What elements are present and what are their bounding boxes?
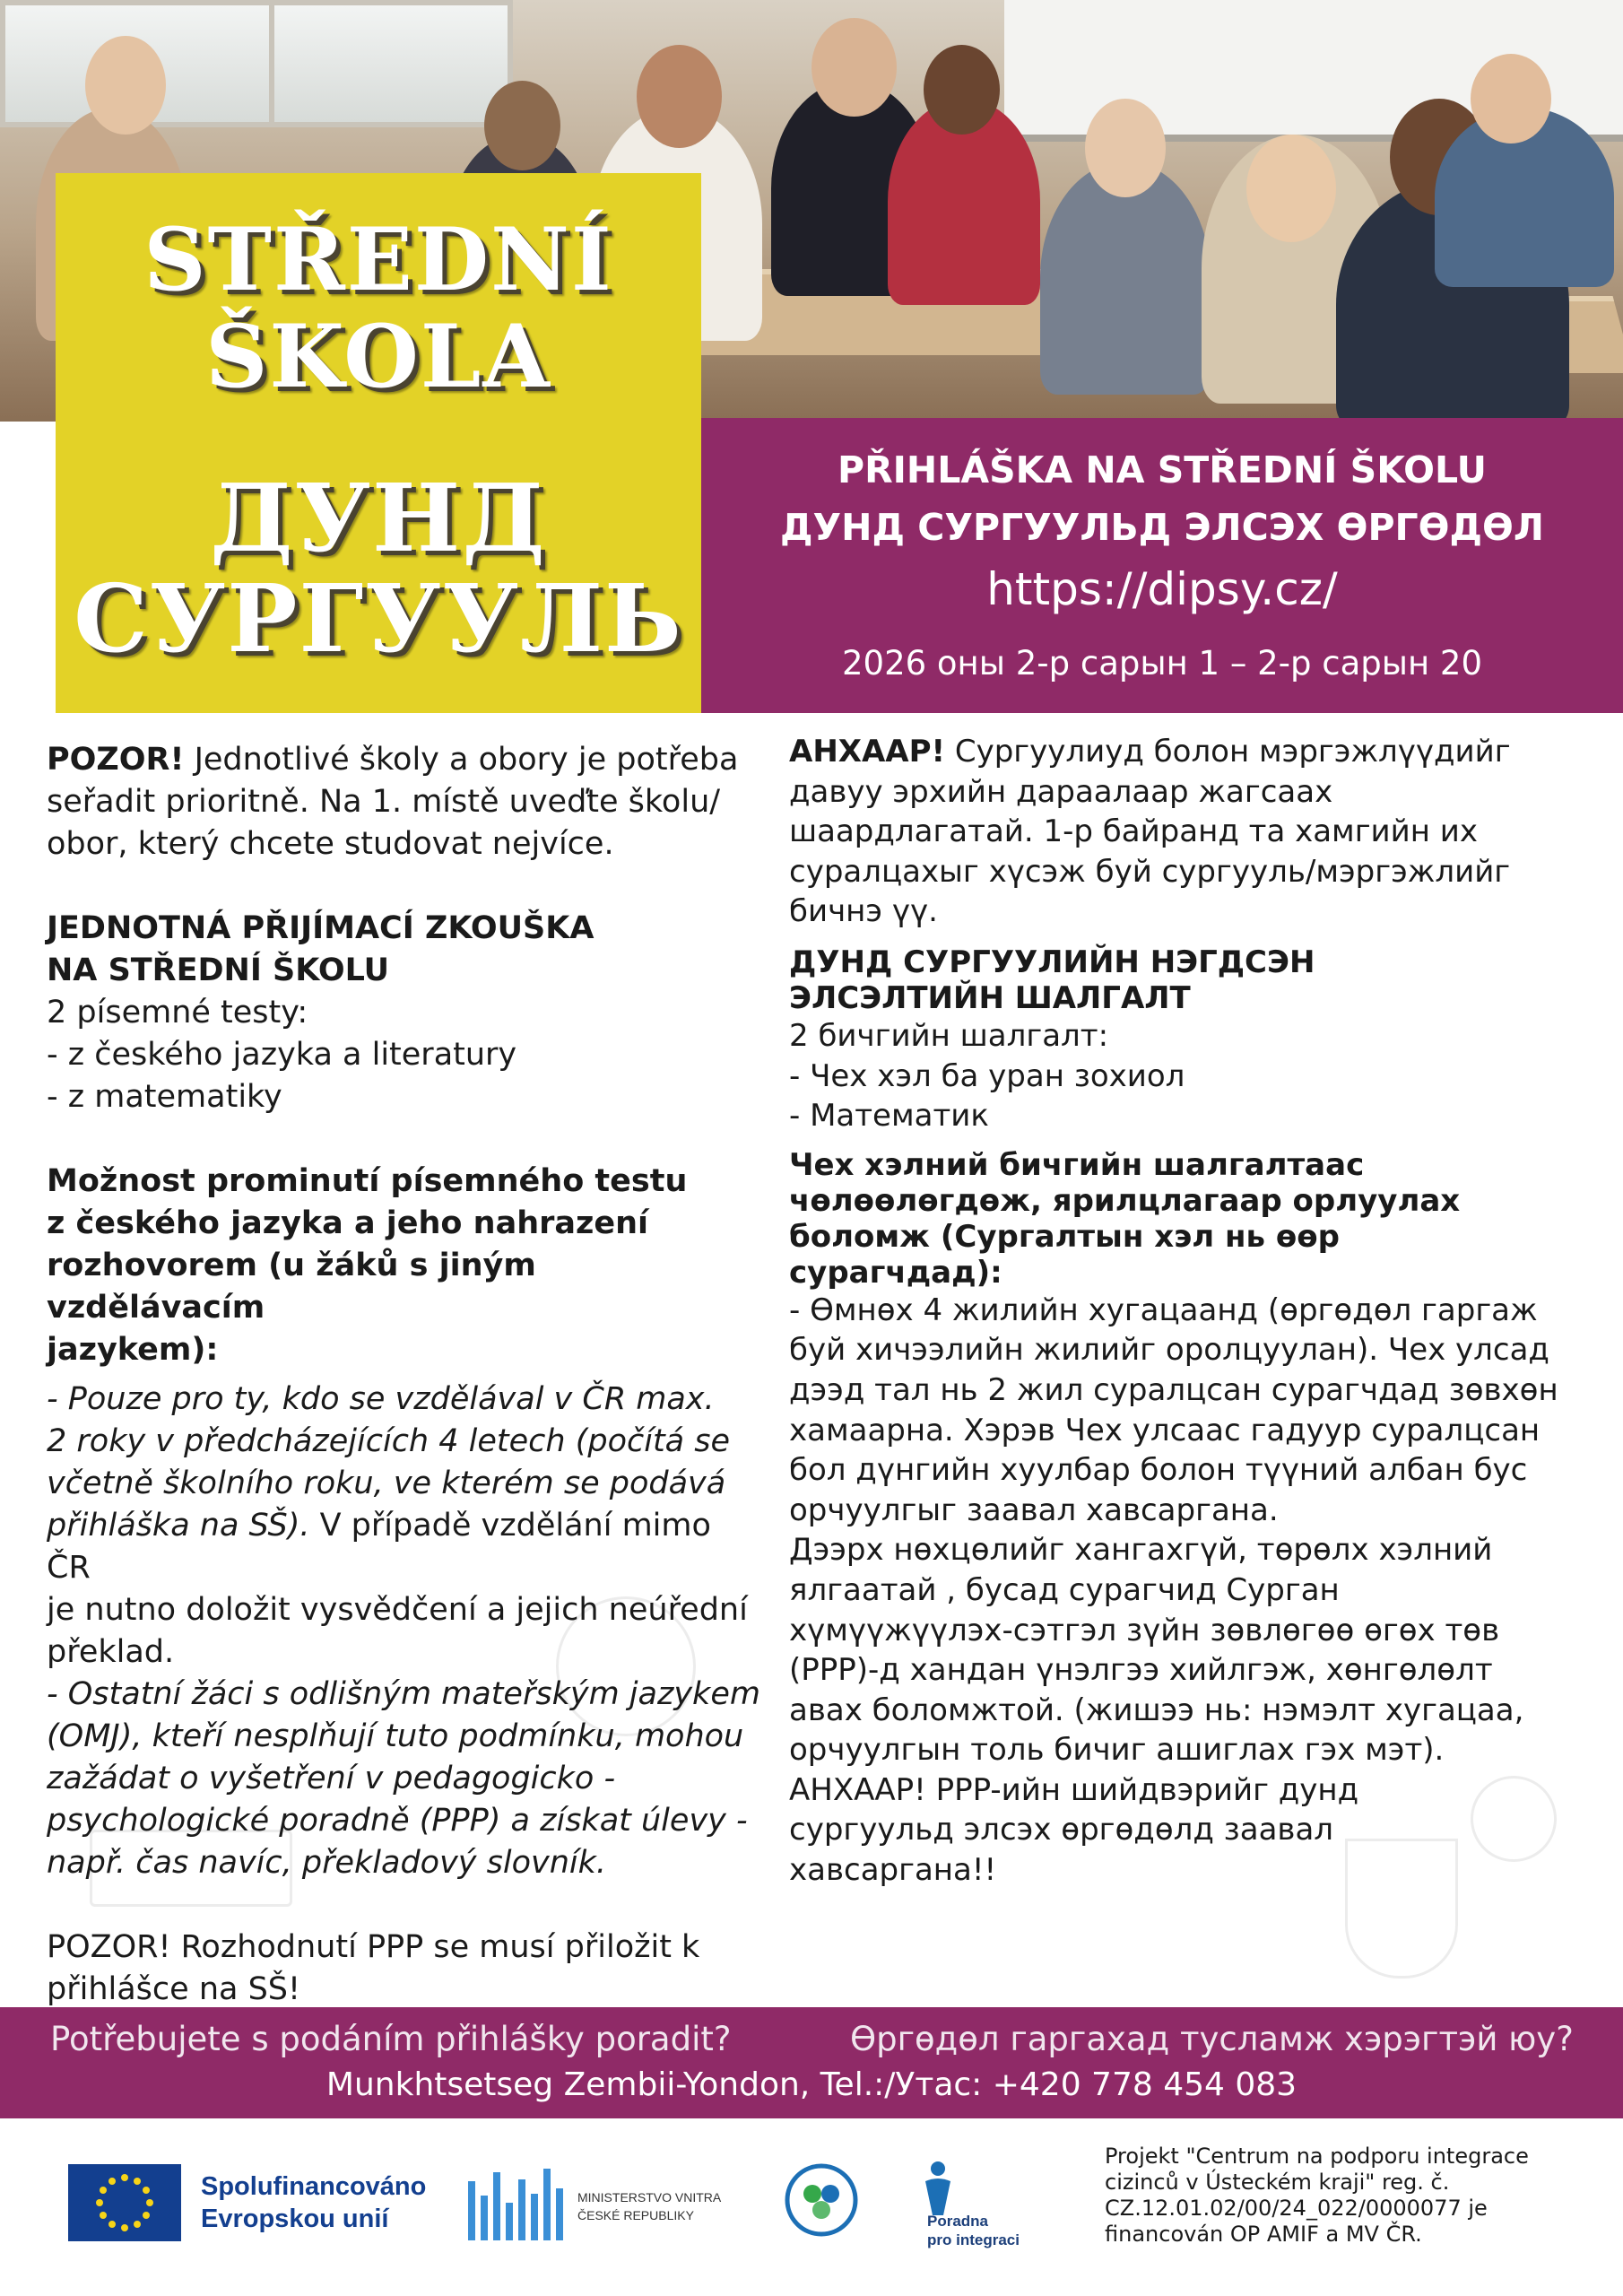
waiver-text-mn: сургуульд элсэх өргөдөлд заавал: [789, 1812, 1334, 1848]
exam-heading-mn: ДУНД СУРГУУЛИЙН НЭГДСЭН: [789, 944, 1315, 980]
title-block: [56, 173, 701, 713]
waiver-heading-cz: Možnost prominutí písemného testu: [47, 1163, 688, 1199]
exam-heading-mn: ЭЛСЭЛТИЙН ШАЛГАЛТ: [789, 979, 1191, 1016]
ministry-text-line: MINISTERSTVO VNITRA: [577, 2190, 722, 2205]
contact-phone: Munkhtsetseg Zembii-Yondon, Tel.:/Утас: +420 778 454 083: [325, 2066, 1298, 2103]
title-mn-line-1: ДУНД: [210, 463, 547, 573]
poradna-text-line: Poradna: [927, 2213, 989, 2230]
waiver-text-cz: - Pouze pro ty, kdo se vzdělával v ČR max.: [47, 1381, 715, 1417]
waiver-text-mn: АНХААР! PPP-ийн шийдвэрийг дунд: [789, 1771, 1359, 1808]
apply-title-mn: ДУНД СУРГУУЛЬД ЭЛСЭХ ӨРГӨДӨЛ: [780, 506, 1544, 549]
waiver-text-mn: орчуулгыг заавал хавсаргана.: [789, 1492, 1279, 1528]
project-text-line: CZ.12.01.02/00/24_022/0000077 je: [1105, 2196, 1488, 2221]
exam-line-mn: - Математик: [789, 1098, 989, 1135]
waiver-text-cz: včetně školního roku, ve kterém se podává: [47, 1465, 726, 1501]
waiver-text-cz: - Ostatní žáci s odlišným mateřským jazykem: [47, 1676, 760, 1712]
help-contact-band: [0, 2007, 1623, 2118]
exam-line-mn: 2 бичгийн шалгалт:: [789, 1017, 1109, 1054]
pozor-label-cz: POZOR!: [47, 742, 185, 778]
application-dates: 2026 оны 2-р сарын 1 – 2-р сарын 20: [842, 644, 1482, 683]
waiver-text-cz: přihláška na SŠ).: [47, 1508, 310, 1544]
project-text-line: Projekt "Centrum na podporu integrace: [1105, 2144, 1529, 2169]
waiver-text-mn: ялгаатай , бусад сурагчид Сурган: [789, 1571, 1340, 1608]
photo-student-head: [1085, 99, 1166, 197]
project-text-line: financován OP AMIF a MV ČR.: [1105, 2222, 1422, 2247]
waiver-text-mn: хавсаргана!!: [789, 1852, 997, 1889]
waiver-heading-cz: rozhovorem (u žáků s jiným vzdělávacím: [47, 1248, 536, 1326]
apply-title-cz: PŘIHLÁŠKA NA STŘEDNÍ ŠKOLU: [838, 448, 1487, 491]
ministry-text: [577, 2188, 721, 2224]
waiver-heading-mn: боломж (Сургалтын хэл нь өөр: [789, 1218, 1340, 1255]
pozor-text-mn: бичнэ үү.: [789, 893, 938, 930]
final-note-cz: POZOR! Rozhodnutí PPP se musí přiložit k: [47, 1929, 700, 1965]
ministry-bars-icon: [466, 2163, 565, 2242]
final-note-cz: přihlášce na SŠ!: [47, 1971, 301, 2007]
project-funding-text: [1105, 2144, 1529, 2248]
waiver-text-mn: дээд тал нь 2 жил суралцсан сурагчдад зөвхөн: [789, 1371, 1558, 1408]
photo-student-head: [637, 45, 722, 148]
poradna-figure-icon: [920, 2160, 956, 2217]
left-column-cz: [47, 739, 764, 2011]
waiver-text-mn: хүмүүжүүлэх-сэтгэл зүйн зөвлөгөө өгөх төв: [789, 1612, 1500, 1648]
eu-text-line: Evropskou unií: [201, 2205, 389, 2233]
poradna-text: [927, 2212, 1020, 2249]
exam-line-cz: 2 písemné testy:: [47, 995, 308, 1031]
pozor-text-mn: давуу эрхийн дараалаар жагсаах: [789, 773, 1333, 810]
waiver-heading-mn: сурагчдад):: [789, 1254, 1002, 1291]
waiver-text-cz: překlad.: [47, 1634, 175, 1670]
photo-student-head: [484, 81, 560, 170]
waiver-text-cz: např. čas navíc, překladový slovník.: [47, 1845, 607, 1881]
right-column-mn: [789, 732, 1596, 1891]
application-header-band: [701, 418, 1623, 713]
title-cz-line-1: STŘEDNÍ: [143, 209, 613, 310]
waiver-text-mn: хамаарна. Хэрэв Чех улсаас гадуур суралцсан: [789, 1412, 1541, 1448]
application-url-link[interactable]: https://dipsy.cz/: [986, 563, 1338, 615]
pozor-label-mn: АНХААР!: [789, 734, 946, 770]
eu-cofinanced-text: [201, 2170, 426, 2235]
exam-line-cz: - z matematiky: [47, 1079, 282, 1115]
waiver-text-cz: psychologické poradně (PPP) a získat úlevy -: [47, 1803, 748, 1839]
waiver-heading-mn: чөлөөлөгдөж, ярилцлагаар орлуулах: [789, 1182, 1461, 1219]
photo-student-head: [812, 18, 897, 117]
help-question-cz: Potřebujete s podáním přihlášky poradit?: [50, 2020, 732, 2058]
photo-window: [269, 0, 513, 127]
waiver-heading-mn: Чех хэлний бичгийн шалгалтаас: [789, 1146, 1365, 1183]
exam-line-mn: - Чех хэл ба уран зохиол: [789, 1057, 1185, 1094]
eu-text-line: Spolufinancováno: [201, 2172, 427, 2201]
exam-heading-cz: NA STŘEDNÍ ŠKOLU: [47, 952, 390, 988]
waiver-text-mn: буй хичээлийн жилийг оролцуулан). Чех улсад: [789, 1332, 1549, 1369]
title-mn-line-2: СУРГУУЛЬ: [74, 563, 683, 674]
waiver-text-mn: авах боломжтой. (жишээ нь: нэмэлт хугацаа,: [789, 1692, 1524, 1728]
photo-student-head: [924, 45, 1000, 135]
photo-student-head: [85, 36, 166, 135]
waiver-text-mn: бол дүнгийн хуулбар болон түүний албан бус: [789, 1452, 1528, 1489]
project-text-line: cizinců v Ústeckém kraji" reg. č.: [1105, 2170, 1450, 2195]
ministry-text-line: ČESKÉ REPUBLIKY: [577, 2208, 694, 2222]
centrum-cizinci-icon: [783, 2161, 860, 2239]
waiver-text-mn: Дээрх нөхцөлийг хангахгүй, төрөлх хэлний: [789, 1532, 1493, 1569]
photo-student-head: [1246, 135, 1336, 242]
waiver-text-mn: (PPP)-д хандан үнэлгээ хийлгэж, хөнгөлөлт: [789, 1652, 1493, 1689]
eu-flag-icon: [68, 2164, 181, 2241]
waiver-text-cz: je nutno doložit vysvědčení a jejich neúřední: [47, 1592, 748, 1628]
waiver-text-cz: V případě vzdělání mimo ČR: [47, 1508, 711, 1586]
pozor-text-cz: obor, který chcete studovat nejvíce.: [47, 826, 614, 862]
waiver-heading-cz: jazykem):: [47, 1332, 219, 1368]
pozor-text-cz: seřadit prioritně. Na 1. místě uveďte školu/: [47, 784, 721, 820]
waiver-text-mn: - Өмнөх 4 жилийн хугацаанд (өргөдөл гаргаж: [789, 1292, 1538, 1328]
pozor-text-mn: шаардлагатай. 1-р байранд та хамгийн их: [789, 813, 1479, 850]
waiver-text-cz: 2 roky v předcházejících 4 letech (počítá se: [47, 1423, 731, 1459]
waiver-text-cz: zažádat o vyšetření v pedagogicko -: [47, 1761, 616, 1796]
waiver-heading-cz: z českého jazyka a jeho nahrazení: [47, 1205, 649, 1241]
waiver-text-cz: (OMJ), kteří nesplňují tuto podmínku, mohou: [47, 1718, 744, 1754]
pozor-text-mn: Сургуулиуд болон мэргэжлүүдийг: [945, 734, 1511, 770]
exam-line-cz: - z českého jazyka a literatury: [47, 1037, 517, 1073]
exam-heading-cz: JEDNOTNÁ PŘIJÍMACÍ ZKOUŠKA: [47, 910, 595, 946]
title-cz-line-2: ŠKOLA: [205, 306, 551, 407]
photo-student-head: [1471, 54, 1551, 144]
waiver-text-mn: орчуулгын толь бичиг ашиглах гэх мэт).: [789, 1732, 1445, 1769]
help-question-mn: Өргөдөл гаргахад тусламж хэрэгтэй юу?: [850, 2020, 1574, 2058]
pozor-text-mn: суралцахыг хүсэж буй сургууль/мэргэжлийг: [789, 853, 1511, 890]
poradna-text-line: pro integraci: [927, 2231, 1020, 2248]
pozor-text-cz: Jednotlivé školy a obory je potřeba: [184, 742, 739, 778]
